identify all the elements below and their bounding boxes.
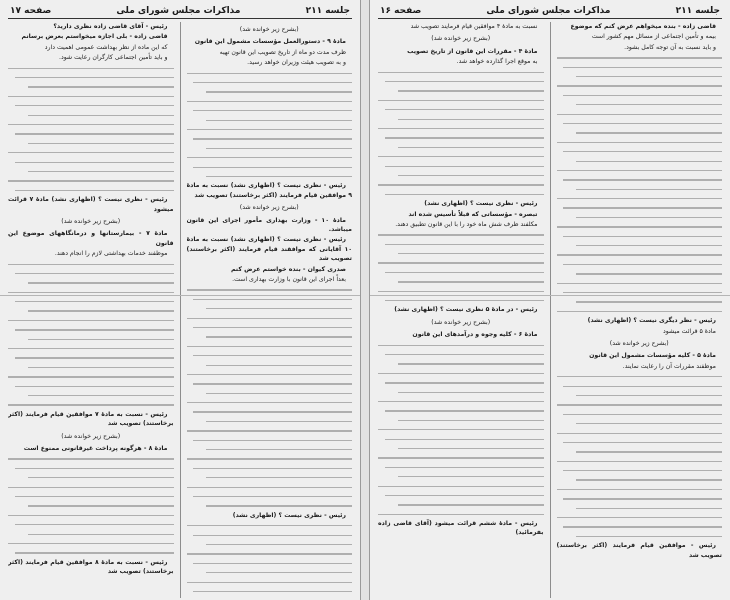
text-line: مادهٔ ۴ - مقررات این قانون از تاریخ تصویب <box>407 47 538 55</box>
text-line: مادهٔ ۶ - کلیه وجوه و درآمدهای این قانون <box>412 331 538 339</box>
left-page-number: صفحه ۱۷ <box>10 6 52 16</box>
text-line: تبصره - مؤسساتی که قبلاً تأسیس شده اند <box>408 210 538 218</box>
text-line: مادهٔ ۵ قرائت میشود <box>663 327 716 335</box>
text-line: مادهٔ ۷ - بیمارستانها و درمانگاههای موضوع این قانون <box>8 230 174 247</box>
text-line: رئیس - نظر دیگری نیست ؟ (اظهاری نشد) <box>587 317 716 325</box>
left-page-header <box>8 4 352 19</box>
text-line: مادهٔ ۵ - کلیه مؤسسات مشمول این قانون <box>589 352 716 360</box>
text-line: رئیس - در مادهٔ ۵ نظری نیست ؟ (اظهاری نشد) <box>394 306 538 314</box>
text-line: بعداً اجرای این قانون با وزارت بهداری است. <box>232 275 346 283</box>
text-line: قاضی زاده - بنده میخواهم عرض کنم که موضوع <box>570 23 716 30</box>
text-line: موظفند مقررات آن را رعایت نمایند. <box>622 362 716 370</box>
illegible-text-block <box>378 68 544 199</box>
text-line: (بشرح زیر خوانده شد) <box>609 339 669 347</box>
column-divider <box>550 22 551 598</box>
text-line: صدری کیوان - بنده خواستم عرض کنم <box>230 265 346 273</box>
text-line: رئیس - نسبت به مادهٔ ۸ موافقین قیام فرمایند (اکثر برخاستند) تصویب شد <box>8 558 174 576</box>
illegible-text-block <box>8 454 174 557</box>
text-line: به موقع اجرا گذارده خواهد شد. <box>456 58 538 66</box>
text-line: مادهٔ ۱۰ - وزارت بهداری مأمور اجرای این قانون میباشد. <box>186 216 352 233</box>
text-line: رئیس - نظری نیست ؟ (اظهاری نشد) <box>232 511 346 519</box>
left-page-session: جلسه ۲۱۱ <box>305 6 350 16</box>
column-divider <box>180 22 181 598</box>
text-line: (بشرح زیر خوانده شد) <box>431 35 491 43</box>
text-line: رئیس - نظری نیست ؟ (اظهاری نشد) نسبت به مادهٔ ۹ موافقین قیام فرمایند (اکثر برخاستند) تصویب شد <box>186 182 352 199</box>
right-page-session: جلسه ۲۱۱ <box>675 6 720 16</box>
left-page-column-1 <box>187 22 353 598</box>
text-line: رئیس - آقای قاضی زاده نظری دارید؟ <box>53 23 168 30</box>
text-line: موظفند خدمات بهداشتی لازم را انجام دهند. <box>54 250 168 258</box>
text-line: و باید نسبت به آن توجه کامل بشود. <box>624 43 716 51</box>
text-line: (بشرح زیر خوانده شد) <box>61 217 121 225</box>
text-line: بیمه و تأمین اجتماعی از مسائل مهم کشور است <box>591 33 716 41</box>
right-page-column-2 <box>378 22 544 598</box>
text-line: و باید تأمین اجتماعی کارگران رعایت شود. <box>59 54 168 62</box>
text-line: رئیس - نظری نیست ؟ (اظهاری نشد) <box>424 200 538 208</box>
right-page-column-1 <box>557 22 723 598</box>
right-page-header <box>378 4 722 19</box>
left-page-title: مذاکرات مجلس شورای ملی <box>116 6 241 16</box>
text-line: رئیس - نسبت به مادهٔ ۷ موافقین قیام فرمایند (اکثر برخاستند) تصویب شد <box>8 410 174 428</box>
text-line: مادهٔ ۸ - هرگونه پرداخت غیرقانونی ممنوع است <box>23 445 168 452</box>
illegible-text-block <box>8 64 174 195</box>
text-line: ظرف مدت دو ماه از تاریخ تصویب این قانون تهیه <box>219 48 346 56</box>
page-fold-line <box>0 295 360 296</box>
illegible-text-block <box>187 69 353 182</box>
text-line: رئیس - نظری نیست ؟ (اظهاری نشد) نسبت به مادهٔ ۱۰ آقایانی که موافقند قیام فرمایند (اکثر برخاستند) تصویب شد <box>186 236 352 263</box>
left-page <box>0 0 361 600</box>
page-fold-line <box>370 295 730 296</box>
right-page-columns <box>378 22 722 598</box>
text-line: مکلفند ظرف شش ماه خود را با این قانون تطبیق دهند. <box>395 220 538 228</box>
right-page-title: مذاکرات مجلس شورای ملی <box>486 6 611 16</box>
left-page-column-2 <box>8 22 174 598</box>
right-page <box>369 0 730 600</box>
text-line: (بشرح زیر خوانده شد) <box>431 318 491 326</box>
illegible-text-block <box>557 372 723 541</box>
text-line: قاضی زاده - بلی اجازه میخواستم بعرض برسانم <box>21 33 168 41</box>
text-line: رئیس - مادهٔ ششم قرائت میشود (آقای قاضی زاده بفرمائید) <box>378 520 544 537</box>
illegible-text-block <box>8 260 174 410</box>
text-line: که این ماده از نظر بهداشت عمومی اهمیت دارد <box>44 43 168 51</box>
illegible-text-block <box>378 341 544 519</box>
text-line: (بشرح زیر خوانده شد) <box>239 204 299 212</box>
text-line: رئیس - نظری نیست ؟ (اظهاری نشد) مادهٔ ۷ قرائت میشود <box>8 196 174 213</box>
text-line: نسبت به مادهٔ ۴ موافقین قیام فرمایند تصویب شد <box>410 23 538 30</box>
text-line: (بشرح زیر خوانده شد) <box>239 26 299 33</box>
left-page-columns <box>8 22 352 598</box>
illegible-text-block <box>557 53 723 316</box>
text-line: مادهٔ ۹ - دستورالعمل مؤسسات مشمول این قانون <box>194 38 346 46</box>
text-line: (بشرح زیر خوانده شد) <box>61 432 121 440</box>
illegible-text-block <box>187 285 353 510</box>
illegible-text-block <box>187 521 353 598</box>
text-line: و به تصویب هیئت وزیران خواهد رسید. <box>247 59 346 67</box>
right-page-number: صفحه ۱۶ <box>380 6 422 16</box>
text-line: رئیس - موافقین قیام فرمایند (اکثر برخاستند) تصویب شد <box>556 542 722 559</box>
